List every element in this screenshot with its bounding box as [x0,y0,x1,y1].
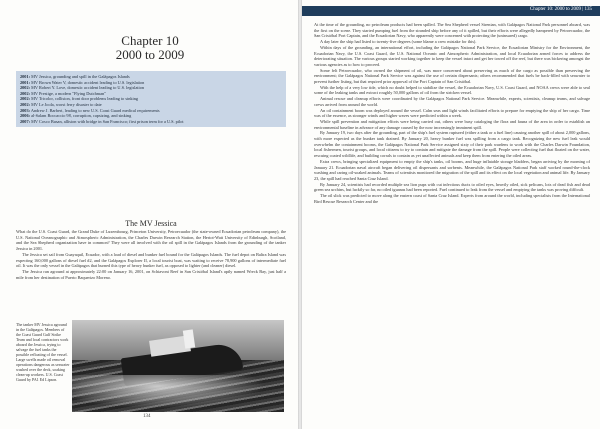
timeline-year: 2007: [20,118,31,124]
chapter-label: Chapter 10 [121,33,179,48]
paragraph: At the time of the grounding, no petroleum products had been spilled. The Sea Shepherd vessel Sirenian, with Galápagos National Park personnel aboard, was the first on the scene. They started pumping fuel from the stranded ship before any of it spilled, but their efforts were allegedly hampered by Petroecuador, the San Cristóbal Port Captain, and the Ecuadorian Navy, who apparently were concerned with protecting the (uninsured) cargo. [314,22,590,39]
right-page [302,0,600,429]
chapter-years: 2000 to 2009 [115,47,185,62]
timeline-text: MV Cosco Busan, allision with bridge in San Francisco; first prison term for a U.S. pilot [31,118,184,124]
timeline-year: 2006: [20,113,31,119]
timeline-year: 2002: [20,85,31,91]
timeline-year: 2003: [20,107,31,113]
timeline-text: MV Jessica, grounding and spill in the Galápagos Islands [31,74,130,79]
tanker-photo [72,320,284,412]
timeline-text: MV Le Joola, worst ferry disaster to date [31,101,102,107]
paragraph: By January 24, scientists had recorded multiple sea lion pups with cut infectious ducts to oiled eyes, heavily oiled, sick pelicans, lots of dead fish and dead green sea urchins, but luckily so far, no oiled iguanas had been reported. Fuel continued to leak from the vessel and emptying the tanks was proving difficult. [314,181,590,193]
paragraph: Extra crews, bringing specialized equipment to empty the ship's tanks, oil booms, and huge inflatable storage bladders, began arriving by the morning of January 21. Ecuadorian naval aircraft began delivering oil dispersants and sorbents. Meanwhile, the Galápagos National Park staff worked round-the-clock washing and caring oil-soaked animals. Teams of scientists monitored the migration of the spill and its effect on the local vegetation and animal life. By January 23, the spill had reached Santa Cruz Island. [314,158,590,181]
timeline-year: 2001: [20,74,31,79]
paragraph: With the help of a very low tide, which no doubt helped to stabilize the vessel, the Ecuadorian Navy, U.S. Coast Guard, and NOAA crews were able to seal some of the leaking tanks and extract roughly 50,000 gallons of oil from the stricken vessel. [314,84,590,96]
timeline-text: al-Salam Boccaccio 98, corruption, capsizing, and sinking [31,113,132,119]
paragraph: The Jessica ran aground at approximately 22:00 on January 16, 2001, on Schiavoni Reef in San Cristóbal Island's aptly named Wreck Bay, just half a mile from her destination of Puerto Baquerizo Moreno. [16,268,286,280]
right-body-text [314,22,590,426]
paragraph: Within days of the grounding, an international effort, including the Galápagos National Park Service, the Ecuadorian Ministry for the Environment, the Ecuadorian Navy, the U.S. Coast Guard, the U.S. National Oceanic and Atmospheric Administration, and local Ecuadorian armed forces to address the deteriorating situation. The various groups started working together to keep the vessel intact and get her towed off the reef, but there was bickering amongst the various agencies as to how to proceed. [314,44,590,67]
timeline-text: Andrew J. Barberi, leading to new U.S. Coast Guard medical requirements [30,107,160,113]
paragraph: Animal rescue and cleanup efforts were coordinated by the Galápagos National Park Service. Meanwhile, experts, scientists, cleanup teams, and salvage crews arrived from around the world. [314,96,590,107]
page-number: 134 [143,414,151,419]
paragraph: An oil containment boom was deployed around the vessel. Calm seas and light winds facilitated efforts to prepare for emptying the ship of her cargo. Time was of the essence, as stronger winds and higher waves were predicted within a week. [314,107,590,119]
wave-spray-shape [72,375,284,412]
timeline-text: MV Prestige, a modern "Flying Dutchman" [31,90,106,96]
paragraph: A day later the ship had listed to twenty-five degrees (some blame a crew mistake for this). [320,39,477,45]
photo-caption: The tanker MV Jessica aground in the Galápagos. Members of the Coast Guard Gulf Strike Team and local contractors work aboard the Jessica, trying to salvage the fuel tanks the possible refloating of the vessel. Large swells made oil removal operations dangerous as seawater washed over the deck, soaking clean-up workers. U.S. Coast Guard by PA1 Ed Lipson. [16,322,70,382]
chapter-title [80,34,220,62]
timeline-text: MV Robert Y. Love, domestic accident leading to U.S. legislation [31,85,145,91]
timeline-entry [20,119,282,125]
paragraph: The oil slick was predicted to move along the eastern coast of Santa Cruz Island. Experts from around the world, including specialists from the International Bird Rescue Research Center and the [314,193,590,204]
paragraph: While spill prevention and mitigation efforts were being carried out, others were busy cataloging the flora and fauna of the area in order to establish an environmental baseline in advance of any damage caused by the now increasingly imminent spill. [314,118,590,130]
timeline-text: MV Tricolor, collision, front door problems leading to sinking [31,96,139,102]
timeline-year: 2002: [20,96,31,102]
chapter-timeline-box [16,71,286,127]
paragraph: By January 19, two days after the grounding, part of the ship's fuel system ruptured (either a tank or a fuel line) causing another spill of about 2,000 gallons, with more expected as the bunker tank drained. By January 20, heavy bunker fuel was spilling from a cargo tank. Recognizing the new fuel leak would overwhelm the containment booms, the Galápagos National Park Service assigned sixty of their park wardens to work with the Charles Darwin Foundation, local fishermen, tourist groups, and local citizens to try to contain and mitigate the damage from the spill. People were collecting fuel that floated on the water, rescuing coated wildlife, and building corrals to contain as yet unaffected animals and keep them from entering the oiled areas. [314,130,590,159]
timeline-year: 2002: [20,101,31,107]
timeline-year: 2002: [20,90,31,96]
running-head: Chapter 10: 2000 to 2009 | 135 [529,7,592,12]
timeline-text: MV Brown Water V, domestic accident leading to U.S. legislation [31,79,145,85]
ship-funnel-shape [183,329,195,348]
timeline-year: 2001: [20,79,31,85]
running-head-bar [302,6,600,16]
paragraph: What do the U.S. Coast Guard, the Grand Duke of Luxembourg, Princeton University, Petroecuador (the state-owned Ecuadorian petroleum company), the U.S. National Oceanographic and Atmospheric Administration, the Charles Darwin Research Station, the Heriot-Watt University of Edinburgh, Scotland, and the Sea Shepherd organization have in common? They were all involved with the oil spill in the Galápagos Islands from the grounding of the tanker Jessica in 2001. [16,229,286,252]
paragraph: Some felt Petroecuador, who owned the shipment of oil, was more concerned about preserving as much of the cargo as possible than preserving the environment; the Galápagos National Park Service was against the use of certain dispersants; others recommended that fuels be back-filled with seawater to prevent further listing, but that required prior approval of the Port Captain of San Cristóbal. [314,67,590,85]
left-page [0,0,298,429]
paragraph: The Jessica set sail from Guayaquil, Ecuador, with a load of diesel and bunker fuel bound for the Galápagos Islands. The fuel depot on Baltra Island was expecting 160,000 gallons of diesel fuel #2, and the Galápagos Explorer II, a local tourist boat, was waiting to receive 78,900 gallons of intermediate fuel oil. It was the only vessel in the Galápagos that burned this type of heavy bunker fuel, as opposed to lighter (and cleaner) diesel. [16,251,286,269]
section-heading: The MV Jessica [125,219,177,228]
left-body-text [16,229,286,317]
